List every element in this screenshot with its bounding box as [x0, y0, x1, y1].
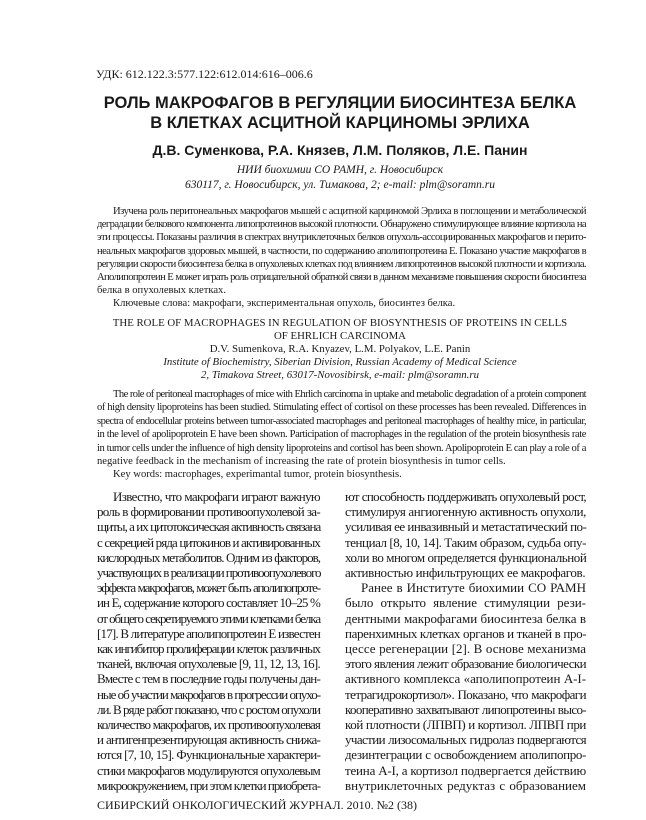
text-line: микроокружением, при этом клетки приобрета- [97, 777, 321, 793]
text-line: паренхимных клетках органов и тканей в про- [345, 625, 587, 641]
affiliation-en-line: Institute of Biochemistry, Siberian Division, Russian Academy of Medical Science [163, 356, 517, 368]
text-line: Изучена роль перитонеальных макрофагов мышей с асцитной карциномой Эрлиха в поглощении и метаболической [113, 206, 586, 217]
text-line: ин Е, содержание которого составляет 10–25 % [97, 595, 320, 611]
title-en-line: THE ROLE OF MACROPHAGES IN REGULATION OF BIOSYNTHESIS OF PROTEINS IN CELLS [112, 317, 568, 329]
text-line: как ингибитор пролиферации клеток различных [97, 641, 320, 657]
text-line: активного комплекса «аполипопротеин А-I- [345, 671, 586, 687]
text-line: участвующих в реализации противоопухолевого [97, 565, 321, 581]
keywords-en: Key words: macrophages, experimantal tumor, protein biosynthesis. [113, 469, 402, 481]
text-line: белка в опухолевых клетках. [97, 285, 226, 297]
text-line: теина А-I, а кортизол подвергается действию [345, 762, 586, 778]
text-line: тетрагидрокортизол». Показано, что макрофаги [345, 686, 586, 702]
affiliation-en-line: 2, Timakova Street, 63017-Novosibirsk, e-mail: plm@soramn.ru [201, 369, 479, 381]
text-line: активностью инфильтрующих ее макрофагов. [345, 565, 586, 581]
article-title [60, 93, 620, 133]
keywords-ru: Ключевые слова: макрофаги, экспериментальная опухоль, биосинтез белка. [113, 298, 456, 310]
text-line: дентными макрофагами биосинтеза белка в [345, 610, 586, 626]
text-line: от общего секретируемого этими клетками белка [97, 610, 320, 626]
authors-en: D.V. Sumenkova, R.A. Knyazev, L.M. Polyakov, L.E. Panin [209, 343, 471, 355]
text-line: внутриклеточных редуктаз с образованием [345, 777, 586, 793]
text-line: Ранее в Институте биохимии СО РАМН [361, 580, 586, 596]
text-line: of high density lipoproteins has been studied. Stimulating effect of cortisol on these processes has been revealed. Differences in [97, 402, 586, 414]
title-line: РОЛЬ МАКРОФАГОВ В РЕГУЛЯЦИИ БИОСИНТЕЗА БЕЛКА [103, 94, 577, 112]
text-line: с секрецией ряда цитокинов и активированных [97, 534, 320, 550]
text-line: стимулируя ангиогенную активность опухоли, [345, 504, 586, 520]
text-line: эти процессы. Показаны различия в спектрах внутриклеточных белков опухоль-ассоциированных макрофагов и перито- [97, 232, 587, 244]
text-line: этого явления лежит образование биологически [345, 656, 587, 672]
text-line: spectra of endocellular proteins between tumor-associated macrophages and peritoneal macrophages of healthy mice, in particular, [97, 415, 586, 427]
text-line: negative feedback in the mechanism of increasing the rate of protein biosynthesis in tumor cells. [97, 456, 506, 468]
affiliation [60, 163, 620, 193]
text-line: роль в формировании противоопухолевой за- [97, 504, 320, 520]
affiliation-line: 630117, г. Новосибирск, ул. Тимакова, 2; e-mail: plm@soramn.ru [184, 179, 496, 191]
english-header [60, 317, 620, 382]
journal-footer: СИБИРСКИЙ ОНКОЛОГИЧЕСКИЙ ЖУРНАЛ. 2010. №2 (38) [97, 798, 418, 812]
text-line: дезинтеграции с освобождением аполипопро- [345, 747, 586, 763]
text-line: кой плотности (ЛПВП) и кортизол. ЛПВП при [345, 717, 586, 733]
text-line: кислородных метаболитов. Одним из факторов, [97, 549, 320, 565]
text-line: ют способность поддерживать опухолевый рост, [345, 489, 586, 504]
text-line: деградации белкового компонента липопротеинов высокой плотности. Обнаружено стимулирующее влияние кортизола на [97, 219, 586, 231]
udk-code: УДК: 612.122.3:577.122:612.014:616–006.6 [96, 67, 313, 81]
text-line: [17]. В литературе аполипопротеин Е известен [97, 625, 321, 641]
text-line: ные об участии макрофагов в прогрессии опухо- [97, 686, 320, 702]
text-line: тканей, включая опухолевые [9, 11, 12, 13, 16]. [97, 656, 320, 672]
text-line: было открыто явление стимуляции рези- [345, 595, 586, 611]
text-line: регуляции скорости биосинтеза белка в опухолевых клетках под влиянием липопротеинов высокой плотности и кортизола. [97, 258, 586, 270]
title-en-line: OF EHRLICH CARCINOMA [274, 330, 406, 342]
text-line: и антигенпрезентирующая активность снижа- [97, 732, 320, 748]
text-line: количество макрофагов, их противоопухолевая [97, 717, 320, 733]
abstract-en [97, 388, 586, 482]
text-line: неальных макрофагов здоровых мышей, в частности, по содержанию аполипопротеина Е. Показано участие макрофагов в [97, 245, 586, 257]
text-line: Аполипопротеин Е может играть роль отрицательной обратной связи в данном механизме повышения скорости биосинтеза [97, 272, 586, 284]
text-line: тенциал [8, 10, 14]. Таким образом, судьба опу- [345, 534, 586, 550]
text-line: in the level of apolipoprotein E have been shown. Participation of macrophages in the regulation of the protein biosynthesis rate [97, 429, 586, 441]
abstract-ru [97, 205, 586, 311]
text-line: in tumor cells under the influence of high density lipoproteins and cortisol has been shown. Apolipoprotein E can play a role of a [97, 442, 586, 454]
text-line: эффекта макрофагов, может быть аполипопроте- [97, 580, 320, 596]
text-line: ются [7, 10, 15]. Функциональные характери- [97, 747, 321, 763]
authors: Д.В. Суменкова, Р.А. Князев, Л.М. Поляков, Л.Е. Панин [152, 142, 528, 158]
text-line: участии лизосомальных гидролаз подвергаются [345, 732, 586, 748]
text-line: стики макрофагов модулируются опухолевым [97, 762, 320, 778]
affiliation-line: НИИ биохимии СО РАМН, г. Новосибирск [236, 164, 444, 176]
text-line: The role of peritoneal macrophages of mice with Ehrlich carcinoma in uptake and metabolic degradation of a protein component [113, 389, 586, 400]
title-line: В КЛЕТКАХ АСЦИТНОЙ КАРЦИНОМЫ ЭРЛИХА [150, 114, 530, 132]
text-line: усиливая ее инвазивный и метастатический по- [345, 519, 587, 535]
text-line: щиты, а их цитотоксическая активность связана [97, 519, 321, 535]
text-line: холи во многом определяется функциональной [345, 549, 587, 565]
text-line: ли. В ряде работ показано, что с ростом опухоли [97, 701, 320, 717]
body-column-left [97, 489, 320, 793]
text-line: кооперативно захватывают липопротеины высо- [345, 701, 586, 717]
body-column-right [345, 489, 586, 793]
text-line: цессе регенерации [2]. В основе механизма [345, 641, 586, 657]
text-line: Известно, что макрофаги играют важную [113, 489, 320, 504]
text-line: Вместе с тем в последние годы получены дан- [97, 671, 320, 687]
